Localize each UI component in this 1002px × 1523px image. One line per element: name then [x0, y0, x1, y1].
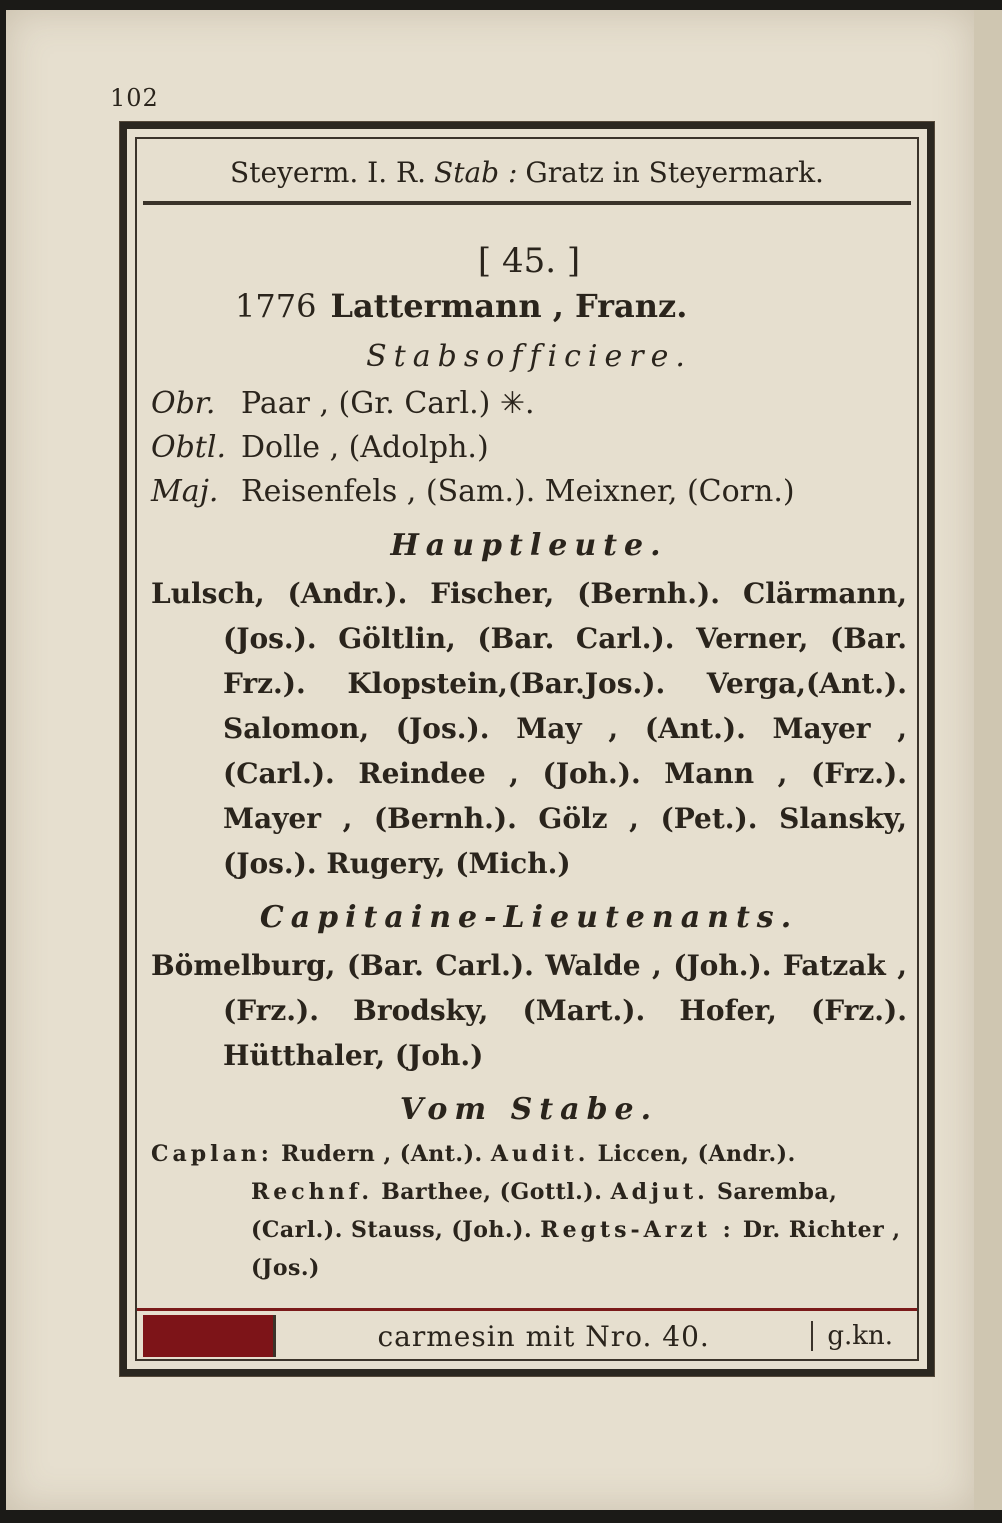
hauptleute-names: Lulsch, (Andr.). Fischer, (Bernh.). Clärmann,(Jos.). Göltlin, (Bar. Carl.). Verner, (Bar. Frz.). Klopstein,(Bar.Jos.). Verga,(Ant.). Salomon, (Jos.). May , (Ant.). Mayer , (Carl.). Reindee , (Joh.). Mann , (Frz.). Mayer , (Bernh.). Gölz , (Pet.). Slansky, (Jos.). Rugery, (Mich.) [151, 577, 907, 880]
regiment-owner [235, 287, 907, 325]
rechnf-label: Rechnf. [251, 1179, 374, 1205]
header-prefix: Steyerm. I. R. [230, 155, 427, 189]
book-page [6, 10, 974, 1510]
rechnf-name: Barthee, (Gottl.). [381, 1179, 603, 1205]
audit-label: Audit. [490, 1141, 590, 1167]
regiment-frame [120, 122, 934, 1376]
rank-label: Obtl. [151, 430, 226, 465]
caplan-label: Caplan: [151, 1141, 273, 1167]
vom-stabe-title: Vom Stabe. [399, 1092, 659, 1127]
staff-row-obtl [151, 426, 907, 470]
rank-names: Dolle , (Adolph.) [241, 430, 489, 465]
arzt-label: Regts-Arzt : [540, 1217, 735, 1243]
uniform-footer [137, 1308, 917, 1361]
page-number: 102 [110, 84, 159, 112]
rank-label: Maj. [151, 474, 219, 509]
button-color: g.kn. [811, 1321, 917, 1351]
hauptleute-title: Hauptleute. [390, 528, 668, 563]
audit-name: Liccen, (Andr.). [597, 1141, 796, 1167]
rank-names: Reisenfels , (Sam.). Meixner, (Corn.) [241, 474, 795, 509]
vom-stabe-entries [151, 1135, 907, 1287]
regiment-header [143, 143, 911, 205]
capitaine-lieutenants-title: Capitaine-Lieutenants. [259, 900, 799, 935]
stabsofficiere-title: Stabsofficiere. [366, 339, 692, 374]
capitaine-lieutenants-names: Bömelburg, (Bar. Carl.). Walde , (Joh.). Fatzak , (Frz.). Brodsky, (Mart.). Hofer, (Frz.). Hütthaler, (Joh.) [151, 949, 907, 1072]
arzt-name: Dr. Richter , (Jos.) [251, 1217, 901, 1281]
header-stab-label: Stab : [434, 155, 518, 189]
facing-color-swatch [143, 1315, 276, 1357]
rank-names: Paar , (Gr. Carl.) ✳. [241, 386, 535, 421]
regiment-content [151, 229, 907, 1287]
caplan-name: Rudern , (Ant.). [281, 1141, 483, 1167]
rank-label: Obr. [151, 386, 216, 421]
header-location: Gratz in Steyermark. [525, 155, 824, 189]
facing-description: carmesin mit Nro. 40. [377, 1319, 710, 1353]
staff-row-maj [151, 470, 907, 514]
staff-row-obr [151, 382, 907, 426]
regiment-number: [ 45. ] [477, 241, 581, 281]
adjacent-page-edge [974, 10, 1002, 1510]
adjut-name: Saremba, (Carl.). Stauss, (Joh.). [251, 1179, 838, 1243]
adjut-label: Adjut. [610, 1179, 709, 1205]
owner-name: Lattermann , Franz. [330, 287, 688, 325]
owner-year: 1776 [235, 287, 317, 325]
